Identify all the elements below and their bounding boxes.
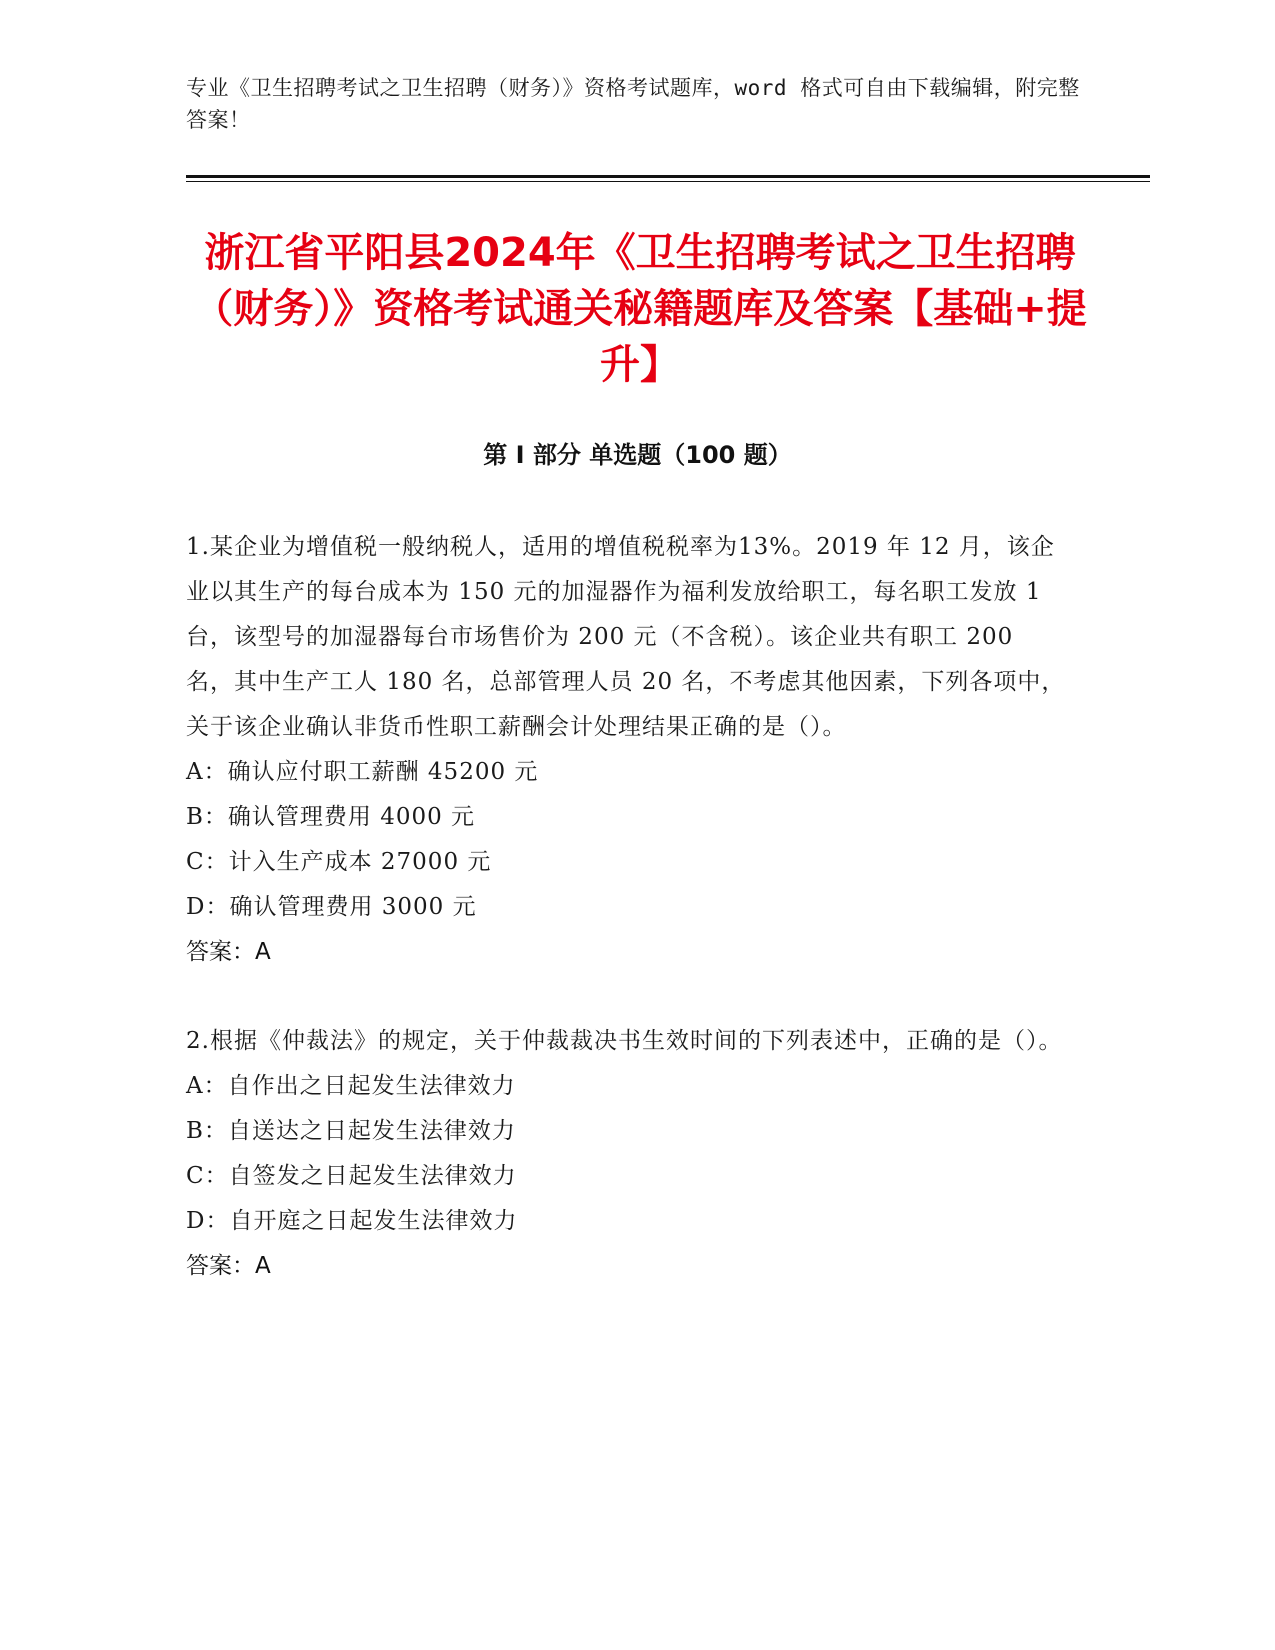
question-stem: 2.根据《仲裁法》的规定，关于仲裁裁决书生效时间的下列表述中，正确的是（）。 [186,1028,1063,1054]
question-option-d: D：确认管理费用 3000 元 [186,894,477,920]
question-stem: 1.某企业为增值税一般纳税人，适用的增值税税率为13%。2019 年 12 月，该企业以其生产的每台成本为 150 元的加湿器作为福利发放给职工，每名职工发放 1 台，该型号的加湿器每台市场售价为 200 元（不含税）。该企业共有职工 200 名，其中生产工人 180 名，总部管理人员 20 名，不考虑其他因素，下列各项中，关于该企业确认非货币性职工薪酬会计处理结果正确的是（）。 [186,534,1066,740]
question-item [186,1019,1066,1289]
question-option-c: C：自签发之日起发生法律效力 [186,1163,517,1189]
document-title: 浙江省平阳县2024年《卫生招聘考试之卫生招聘（财务）》资格考试通关秘籍题库及答案【基础+提升】 [193,230,1087,388]
question-item [186,525,1066,975]
question-option-b: B：确认管理费用 4000 元 [186,804,476,830]
question-list [186,525,1066,1333]
question-answer: 答案：A [186,939,271,965]
question-option-a: A：确认应付职工薪酬 45200 元 [186,759,539,785]
question-option-d: D：自开庭之日起发生法律效力 [186,1208,518,1234]
question-option-a: A：自作出之日起发生法律效力 [186,1073,516,1099]
header-divider-thin [186,181,1150,182]
section-title: 第 I 部分 单选题（100 题） [483,441,792,469]
question-answer: 答案：A [186,1253,271,1279]
question-option-b: B：自送达之日起发生法律效力 [186,1118,516,1144]
header-divider-thick [186,175,1150,178]
question-option-c: C：计入生产成本 27000 元 [186,849,492,875]
header-note: 专业《卫生招聘考试之卫生招聘（财务）》资格考试题库，word 格式可自由下载编辑，附完整答案！ [186,76,1080,132]
